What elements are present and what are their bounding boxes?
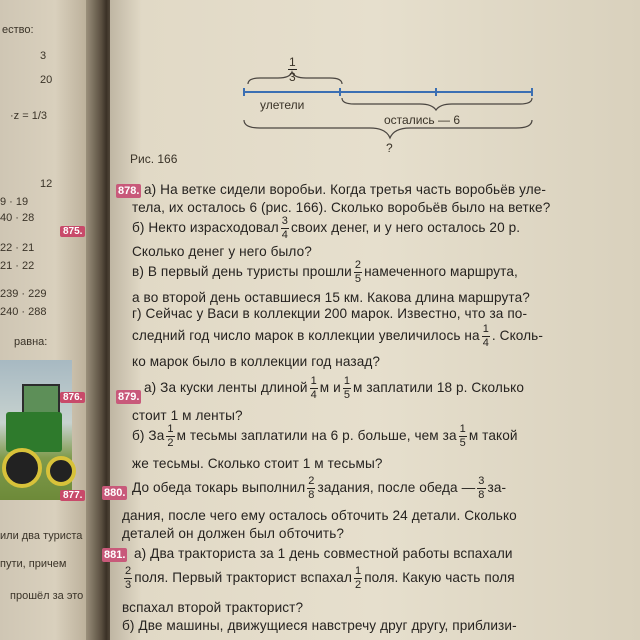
problem-text-line: г) Сейчас у Васи в коллекции 200 марок. Известно, что за по- [132,306,528,321]
problem-text-line: следний год число марок в коллекции увеличилось на $\frac{1}{4}$ . Сколь- [132,323,543,349]
problem-text-line: б) Некто израсходовал $\frac{3}{4}$ своих денег, и у него осталось 20 р. [132,215,521,241]
fraction: $\frac{1}{5}$ [459,423,466,449]
problem-text-line: б) Две машины, движущиеся навстречу друг другу, приблизи- [122,618,517,633]
problem-number: 880. [104,487,126,499]
problem-text-line: а) На ветке сидели воробьи. Когда третья часть воробьёв уле- [144,182,547,197]
left-page-text: ество: [2,24,34,36]
fraction: $\frac{3}{8}$ [478,475,485,501]
problem-text-line: а) За куски ленты длиной $\frac{1}{4}$ м и $\frac{1}{5}$ м заплатили 18 р. Сколько [144,375,524,401]
fraction: $\frac{3}{4}$ [281,215,288,241]
figure-top-fraction: $\frac{1}{3}$ [289,55,296,84]
problem-text-line: б) За $\frac{1}{2}$ м тесьмы заплатили на 6 р. больше, чем за $\frac{1}{5}$ м такой [132,423,518,449]
problem-text-line: же тесьмы. Сколько стоит 1 м тесьмы? [132,456,383,471]
fraction: $\frac{1}{4}$ [310,375,317,401]
problem-text-line: деталей он должен был обточить? [122,526,345,541]
left-page [0,0,92,640]
left-page-text: 239 · 229 [0,288,47,300]
left-page-text: пути, причем [0,558,67,570]
problem-text-line: а во второй день оставшиеся 15 км. Какова длина маршрута? [132,290,530,305]
problem-text-line: $\frac{2}{3}$ поля. Первый тракторист вспахал $\frac{1}{2}$ поля. Какую часть поля [125,565,515,591]
problem-number: 878. [118,185,140,197]
left-page-text: 12 [40,178,53,190]
left-page-text: ·z = 1/3 [10,110,47,122]
figure-caption: Рис. 166 [130,152,178,166]
left-page-text: 20 [40,74,53,86]
left-page-text: 40 · 28 [0,212,35,224]
left-page-problem-number: 875. [60,226,85,237]
fraction: $\frac{1}{5}$ [343,375,351,401]
problem-text-line: тела, их осталось 6 (рис. 166). Сколько воробьёв было на ветке? [132,200,551,215]
fraction: $\frac{1}{2}$ [355,565,362,591]
problem-text-line: Сколько денег у него было? [132,244,312,259]
left-page-text: 9 · 19 [0,196,29,208]
problem-text-line: в) В первый день туристы прошли $\frac{2}{5}$ намеченного маршрута, [132,259,518,285]
fraction: $\frac{1}{4}$ [482,323,489,349]
problem-text-line: вспахал второй тракторист? [122,600,304,615]
tractor-illustration [0,360,72,500]
left-page-text: равна: [14,336,48,348]
left-page-text: 3 [40,50,47,62]
left-page-text: или два туриста [0,530,83,542]
fraction: $\frac{1}{2}$ [167,423,174,449]
fraction: $\frac{2}{5}$ [354,259,362,285]
figure-question-mark: ? [386,141,393,155]
problem-number: 879. [118,391,140,403]
left-page-text: 22 · 21 [0,242,35,254]
problem-text-line: а) Два тракториста за 1 день совместной работы вспахали [134,546,513,561]
problem-text-line: ко марок было в коллекции год назад? [132,354,381,369]
problem-text-line: дания, после чего ему осталось обточить 24 детали. Сколько [122,508,517,523]
fraction: $\frac{2}{3}$ [125,565,132,591]
left-page-text: 240 · 288 [0,306,47,318]
left-page-text: 21 · 22 [0,260,35,272]
fraction: $\frac{2}{8}$ [308,475,315,501]
figure-left-label: улетели [260,98,305,112]
problem-text-line: До обеда токарь выполнил $\frac{2}{8}$ задания, после обеда — $\frac{3}{8}$ за- [132,475,507,501]
figure-right-label: остались — 6 [384,113,461,127]
problem-text-line: стоит 1 м ленты? [132,408,243,423]
problem-number: 881. [104,549,126,561]
left-page-text: прошёл за это [10,590,84,602]
left-page-problem-number: 877. [60,490,85,501]
right-brace [342,98,532,110]
left-page-problem-number: 876. [60,392,85,403]
